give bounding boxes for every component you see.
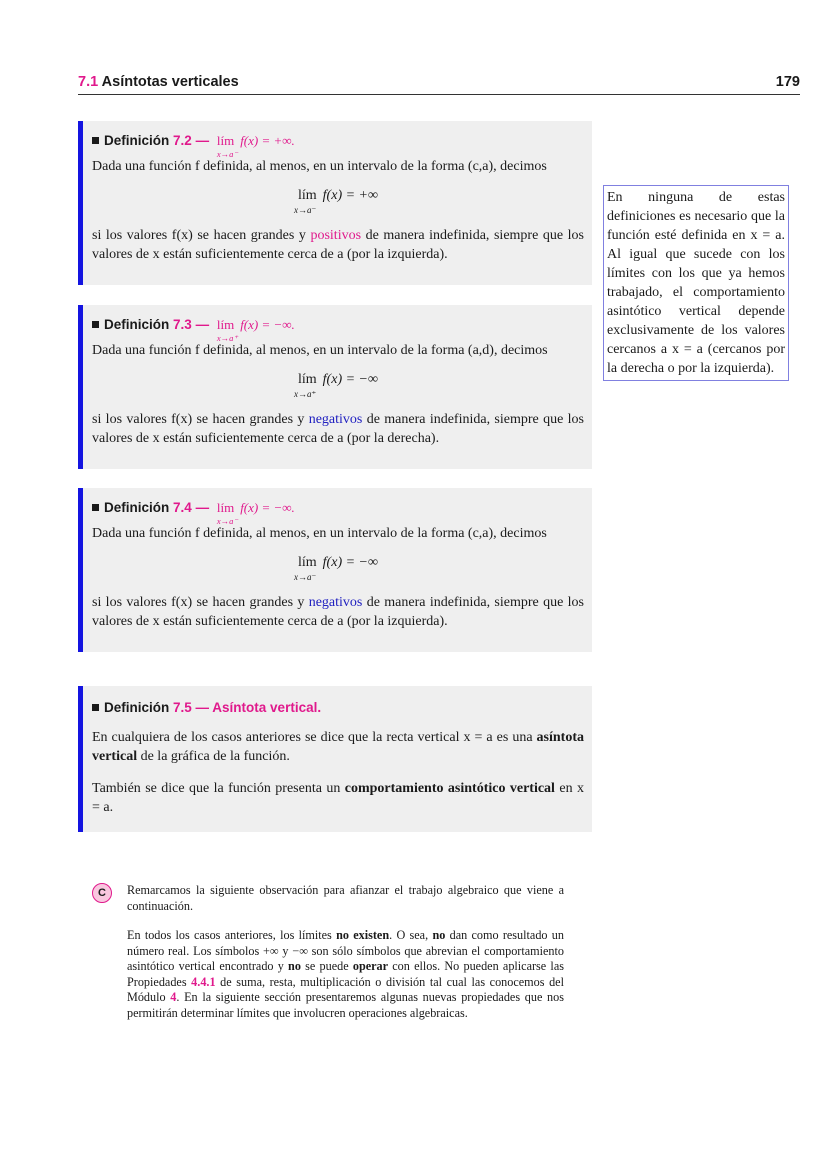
definition-7-2-box: [78, 121, 592, 285]
definition-tail: si los valores f(x) se hacen grandes y negativos de manera indefinida, siempre que los valores de x están suficientemente cerca de a (por la derecha).: [92, 412, 584, 446]
bullet-square-icon: [92, 321, 99, 328]
remark-intro: Remarcamos la siguiente observación para afianzar el trabajo algebraico que viene a continuación.: [127, 883, 564, 913]
definition-intro: Dada una función f definida, al menos, en un intervalo de la forma (c,a), decimos: [92, 159, 547, 174]
remark-paragraph: En todos los casos anteriores, los límites no existen. O sea, no dan como resultado un número real. Los símbolos +∞ y −∞ son sólo símbolos que abrevian el comportamiento asintótico vertical encontrado y no se puede operar con ellos. No pueden aplicarse las Propiedades 4.4.1 de suma, resta, multiplicación o división tal cual las conocemos del Módulo 4. En la siguiente sección presentaremos algunas nuevas propiedades que nos permitirán determinar límites que involucren operaciones algebraicas.: [127, 928, 564, 1020]
heading-limit: lím x→a⁻ f(x) = +∞.: [216, 133, 295, 159]
definition-heading: Definición 7.2 — lím x→a⁻ f(x) = +∞.: [92, 131, 584, 157]
heading-limit: lím x→a⁻ f(x) = −∞.: [216, 500, 295, 526]
definition-intro: Dada una función f definida, al menos, en un intervalo de la forma (c,a), decimos: [92, 526, 547, 541]
margin-note: En ninguna de estas definiciones es necesario que la función esté definida en x = a. Al igual que sucede con los límites con los que ya hemos trabajado, el comportamiento asintótico vertical depende exclusivamente de los valores cercanos a x = a (cercanos por la derecha o por la izquierda).: [603, 185, 789, 381]
bullet-square-icon: [92, 137, 99, 144]
running-header: [78, 74, 800, 95]
definition-heading: Definición 7.5 — Asíntota vertical.: [92, 698, 584, 728]
section-heading: 7.1 Asíntotas verticales: [78, 74, 239, 90]
definition-paragraph: En cualquiera de los casos anteriores se dice que la recta vertical x = a es una asíntota vertical de la gráfica de la función.: [92, 730, 584, 764]
module-link[interactable]: 4: [170, 990, 177, 1004]
display-formula: lím x→a⁻ f(x) = +∞: [294, 188, 378, 215]
display-formula: lím x→a⁺ f(x) = −∞: [294, 372, 378, 399]
definition-tail: si los valores f(x) se hacen grandes y negativos de manera indefinida, siempre que los valores de x están suficientemente cerca de a (por la izquierda).: [92, 595, 584, 629]
definition-7-3-box: [78, 305, 592, 469]
definition-7-4-box: [78, 488, 592, 652]
bullet-square-icon: [92, 704, 99, 711]
definition-7-5-box: [78, 686, 592, 832]
definition-heading: Definición 7.4 — lím x→a⁻ f(x) = −∞.: [92, 498, 584, 524]
definition-paragraph: También se dice que la función presenta un comportamiento asintótico vertical en x = a.: [92, 781, 584, 815]
remark-block: [92, 883, 564, 1035]
remark-c-icon: C: [92, 883, 112, 903]
properties-link[interactable]: 4.4.1: [191, 974, 216, 989]
bullet-square-icon: [92, 504, 99, 511]
definition-heading: Definición 7.3 — lím x→a⁺ f(x) = −∞.: [92, 315, 584, 341]
display-formula: lím x→a⁻ f(x) = −∞: [294, 555, 378, 582]
heading-limit: lím x→a⁺ f(x) = −∞.: [216, 317, 295, 343]
definition-tail: si los valores f(x) se hacen grandes y positivos de manera indefinida, siempre que los valores de x están suficientemente cerca de a (por la izquierda).: [92, 228, 584, 262]
definition-intro: Dada una función f definida, al menos, en un intervalo de la forma (a,d), decimos: [92, 343, 548, 358]
page-number: 179: [775, 74, 800, 90]
